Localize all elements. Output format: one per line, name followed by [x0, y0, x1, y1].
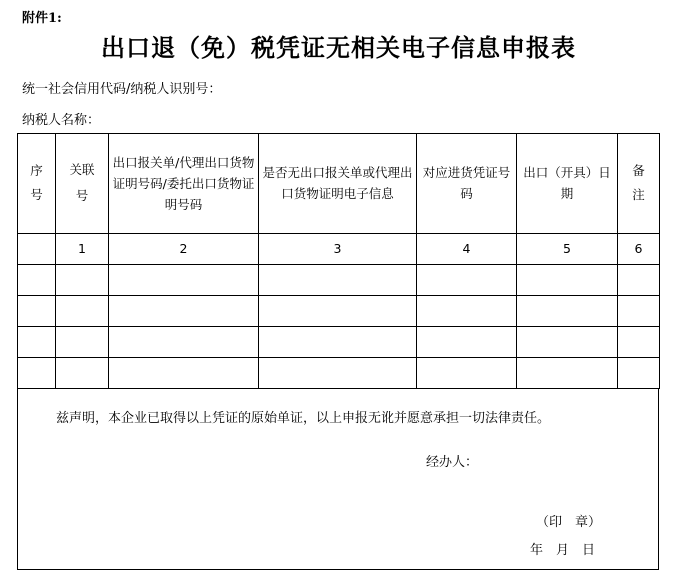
table-cell[interactable] — [109, 357, 259, 388]
table-cell[interactable] — [517, 326, 618, 357]
declaration-table — [17, 133, 660, 389]
table-cell[interactable] — [18, 264, 56, 295]
declaration-section — [17, 389, 659, 570]
credit-code-label: 统一社会信用代码/纳税人识别号： — [22, 82, 222, 97]
table-cell[interactable] — [259, 264, 417, 295]
date-label: 年 月 日 — [530, 543, 596, 558]
table-cell[interactable] — [56, 357, 109, 388]
table-cell[interactable] — [18, 295, 56, 326]
header-export-date: 出口（开具）日期 — [517, 134, 618, 234]
column-number-row — [18, 233, 660, 264]
table-row — [18, 295, 660, 326]
table-cell[interactable] — [417, 264, 517, 295]
table-cell[interactable] — [517, 295, 618, 326]
num-cell-4: 4 — [417, 233, 517, 264]
num-cell-1: 1 — [56, 233, 109, 264]
num-cell-5: 5 — [517, 233, 618, 264]
table-cell[interactable] — [56, 264, 109, 295]
table-cell[interactable] — [259, 295, 417, 326]
table-row — [18, 326, 660, 357]
table-cell[interactable] — [18, 357, 56, 388]
table-cell[interactable] — [109, 326, 259, 357]
header-purchase-voucher: 对应进货凭证号码 — [417, 134, 517, 234]
table-cell[interactable] — [56, 326, 109, 357]
table-cell[interactable] — [618, 295, 660, 326]
table-cell[interactable] — [618, 264, 660, 295]
table-cell[interactable] — [18, 326, 56, 357]
table-cell[interactable] — [517, 264, 618, 295]
table-cell[interactable] — [517, 357, 618, 388]
table-cell[interactable] — [259, 326, 417, 357]
taxpayer-name-label: 纳税人名称： — [22, 113, 101, 128]
seal-label: （印 章） — [536, 515, 602, 530]
form-title: 出口退（免）税凭证无相关电子信息申报表 — [101, 33, 576, 62]
header-row — [18, 134, 660, 234]
num-cell-3: 3 — [259, 233, 417, 264]
header-remarks: 备注 — [618, 134, 660, 234]
header-link-no: 关联号 — [56, 134, 109, 234]
table-row — [18, 357, 660, 388]
table-row — [18, 264, 660, 295]
table-cell[interactable] — [417, 326, 517, 357]
num-cell-blank — [18, 233, 56, 264]
num-cell-2: 2 — [109, 233, 259, 264]
table-cell[interactable] — [618, 326, 660, 357]
attachment-label: 附件1: — [22, 11, 62, 26]
header-seq: 序号 — [18, 134, 56, 234]
table-cell[interactable] — [56, 295, 109, 326]
table-cell[interactable] — [417, 357, 517, 388]
table-cell[interactable] — [109, 295, 259, 326]
declaration-text: 兹声明，本企业已取得以上凭证的原始单证，以上申报无讹并愿意承担一切法律责任。 — [56, 411, 551, 426]
table-cell[interactable] — [259, 357, 417, 388]
header-customs-no: 出口报关单/代理出口货物证明号码/委托出口货物证明号码 — [109, 134, 259, 234]
table-cell[interactable] — [417, 295, 517, 326]
table-cell[interactable] — [618, 357, 660, 388]
handler-label: 经办人： — [426, 455, 479, 470]
header-no-electronic-info: 是否无出口报关单或代理出口货物证明电子信息 — [259, 134, 417, 234]
num-cell-6: 6 — [618, 233, 660, 264]
table-cell[interactable] — [109, 264, 259, 295]
